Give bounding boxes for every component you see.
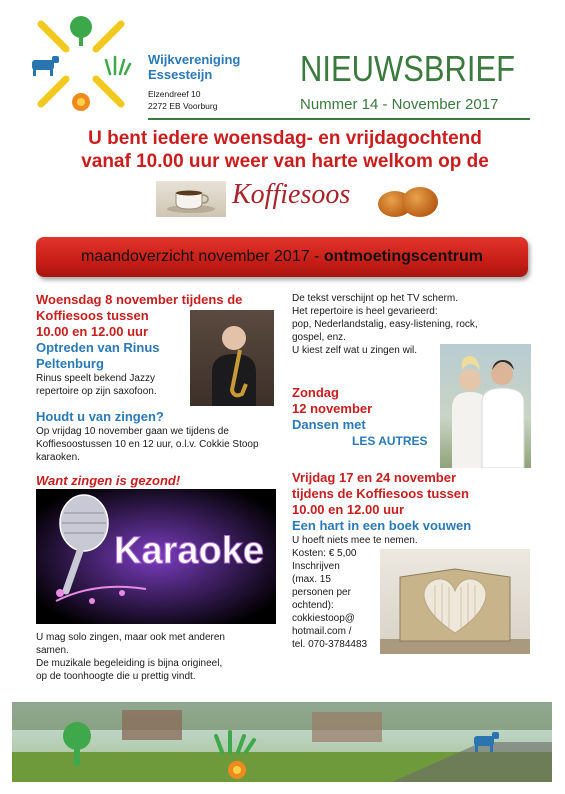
event4-title: Een hart in een boek vouwen — [292, 518, 472, 533]
karaoke-body2: Het repertoire is heel gevarieerd: — [292, 306, 438, 317]
karaoke-body3: pop, Nederlandstalig, easy-listening, rock, — [292, 319, 478, 330]
event4-body3: Inschrijven — [292, 561, 340, 572]
event4-body5: personen per — [292, 587, 351, 598]
event1-heading2: Koffiesoos tussen — [36, 308, 149, 323]
event2-heading: Houdt u van zingen? — [36, 409, 164, 424]
org-name-line1: Wijkvereniging — [148, 52, 241, 67]
header-divider — [148, 118, 530, 120]
event1-body2: repertoire op zijn saxofoon. — [36, 386, 157, 397]
welcome-line1: U bent iedere woensdag- en vrijdagochtend — [88, 128, 482, 149]
event2-body5: samen. — [36, 645, 69, 656]
event3-block — [292, 385, 437, 449]
coffee-cup-photo — [156, 181, 226, 217]
welcome-heading — [40, 127, 530, 173]
essesteijn-logo — [26, 14, 136, 114]
event3-band: LES AUTRES — [352, 434, 428, 448]
coffee-cup-icon — [156, 181, 226, 217]
event1-title2: Peltenburg — [36, 356, 104, 371]
event1-title1: Optreden van Rinus — [36, 340, 160, 355]
event4-body4: (max. 15 — [292, 574, 331, 585]
newsletter-title: NIEUWSBRIEF — [300, 48, 516, 89]
karaoke-image — [36, 489, 276, 624]
cow-icon — [32, 56, 59, 76]
event3-date: 12 november — [292, 401, 373, 416]
event4-heading2: tijdens de Koffiesoos tussen — [292, 486, 469, 501]
koffiesoos-brand: Koffiesoos — [232, 179, 351, 210]
karaoke-body4: gospel, enz. — [292, 332, 346, 343]
event4-body8: hotmail.com / — [292, 626, 352, 637]
banner-label: maandoverzicht november 2017 - — [81, 248, 324, 265]
event4-heading1: Vrijdag 17 en 24 november — [292, 470, 457, 485]
grass-icon — [106, 57, 130, 74]
event1-heading1: Woensdag 8 november tijdens de — [36, 292, 243, 307]
issue-number: Nummer 14 - November 2017 — [300, 96, 499, 113]
event4-body1: U hoeft niets mee te nemen. — [292, 535, 418, 546]
welcome-line2: vanaf 10.00 uur weer van harte welkom op de — [81, 151, 489, 172]
org-name-line2: Essesteijn — [148, 67, 213, 82]
saxophone-player-photo — [190, 310, 274, 406]
event2-body7: op de toonhoogte die u prettig vindt. — [36, 671, 196, 682]
event3-day: Zondag — [292, 385, 339, 400]
organisation-address — [148, 88, 217, 112]
flower-icon — [72, 93, 90, 111]
event4-body6: ochtend): — [292, 600, 334, 611]
event1-time: 10.00 en 12.00 uur — [36, 324, 149, 339]
flower-icon — [228, 761, 246, 779]
event2-body4: U mag solo zingen, maar ook met anderen — [36, 632, 225, 643]
banner-text — [36, 248, 528, 266]
tree-icon — [70, 16, 92, 46]
address-line2: 2272 EB Voorburg — [148, 101, 218, 111]
event4-body2: Kosten: € 5,00 — [292, 548, 357, 559]
event4-body9: tel. 070-3784483 — [292, 639, 368, 650]
event2-body6: De muzikale begeleiding is bijna origineel, — [36, 658, 223, 669]
left-column-bottom — [36, 631, 281, 683]
karaoke-body1: De tekst verschijnt op het TV scherm. — [292, 293, 458, 304]
event1-body1: Rinus speelt bekend Jazzy — [36, 373, 155, 384]
les-autres-photo — [440, 344, 531, 468]
tagline: Want zingen is gezond! — [36, 473, 181, 488]
karaoke-body5: U kiest zelf wat u zingen wil. — [292, 345, 418, 356]
neighbourhood-photo-strip — [12, 702, 552, 782]
month-overview-banner — [36, 237, 528, 277]
event2-body2: Koffiesoostussen 10 en 12 uur, o.l.v. Cokkie Stoop — [36, 439, 259, 450]
address-line1: Elzendreef 10 — [148, 89, 201, 99]
cookie-icon — [402, 187, 438, 217]
banner-bold: ontmoetingscentrum — [323, 248, 483, 265]
event4-body7: cokkiestoop@ — [292, 613, 355, 624]
folded-book-heart-photo — [380, 549, 530, 654]
karaoke-word: Karaoke — [114, 530, 264, 572]
koffiesoos-strip — [0, 173, 565, 225]
event2-body3: karaoken. — [36, 452, 80, 463]
organisation-name — [148, 52, 240, 82]
event3-title: Dansen met — [292, 417, 366, 432]
event2-body1: Op vrijdag 10 november gaan we tijdens de — [36, 426, 229, 437]
event4-time: 10.00 en 12.00 uur — [292, 502, 405, 517]
